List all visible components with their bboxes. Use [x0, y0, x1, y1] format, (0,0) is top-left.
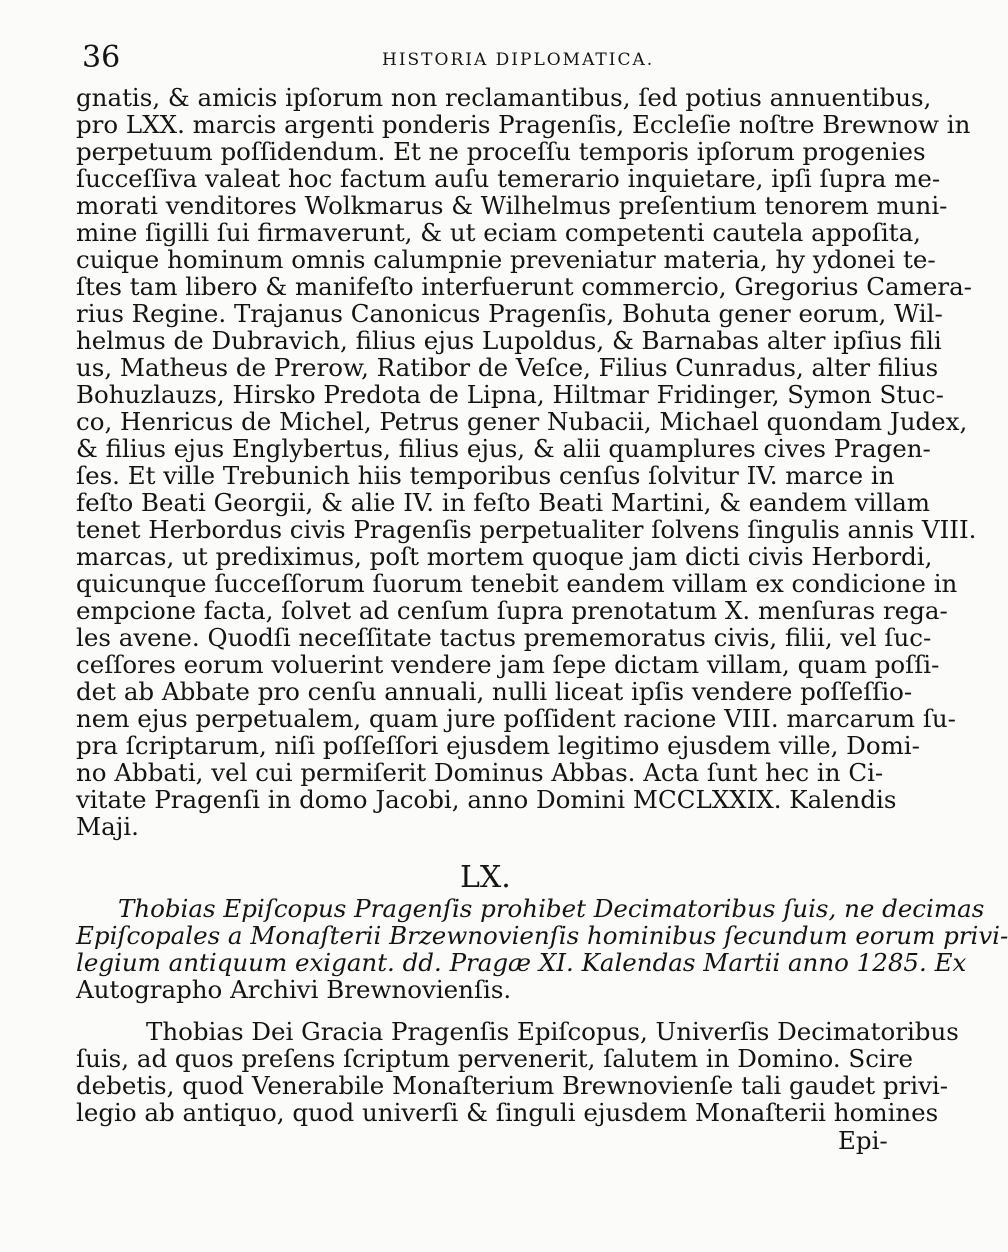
body-line: mine ſigilli ſui firmaverunt, & ut eciam competenti cautela appoſita, — [76, 218, 921, 247]
body-line: us, Matheus de Prerow, Ratibor de Veſce, Filius Cunradus, alter filius — [76, 353, 939, 382]
body-line: gnatis, & amicis ipſorum non reclamantibus, ſed potius annuentibus, — [76, 83, 932, 112]
body-line: det ab Abbate pro cenſu annuali, nulli liceat ipſis vendere poſſeſſio- — [76, 677, 913, 706]
catchword: Epi- — [838, 1126, 888, 1155]
body-line: perpetuum poſſidendum. Et ne proceſſu temporis ipſorum progenies — [76, 137, 926, 166]
body-line: ſucceſſiva valeat hoc factum auſu temerario inquietare, ipſi ſupra me- — [76, 164, 941, 193]
body-line: pra ſcriptarum, niſi poſſeſſori ejusdem legitimo ejusdem ville, Domi- — [76, 731, 920, 760]
body-line: tenet Herbordus civis Pragenſis perpetualiter ſolvens ſingulis annis VIII. — [76, 515, 977, 544]
charter-line: ſuis, ad quos preſens ſcriptum pervenerit, ſalutem in Domino. Scire — [76, 1044, 913, 1073]
body-line: marcas, ut prediximus, poſt mortem quoque jam dicti civis Herbordi, — [76, 542, 933, 571]
section-number: LX. — [460, 860, 511, 895]
body-line: les avene. Quodſi neceſſitate tactus prememoratus civis, filii, vel ſuc- — [76, 623, 932, 652]
charter-line: Thobias Dei Gracia Pragenſis Epiſcopus, Univerſis Decimatoribus — [146, 1017, 959, 1046]
body-line: Maji. — [76, 812, 139, 841]
body-line: co, Henricus de Michel, Petrus gener Nubacii, Michael quondam Judex, — [76, 407, 968, 436]
summary-line: legium antiquum exigant. dd. Pragæ XI. Kalendas Martii anno 1285. Ex — [76, 948, 967, 977]
summary-line: Epiſcopales a Monaſterii Brzewnovienſis hominibus ſecundum eorum privi- — [76, 921, 1008, 950]
body-line: ſtes tam libero & manifeſto interfuerunt commercio, Gregorius Camera- — [76, 272, 972, 301]
summary-line: Autographo Archivi Brewnovienſis. — [76, 975, 512, 1004]
body-line: Bohuzlauzs, Hirsko Predota de Lipna, Hiltmar Fridinger, Symon Stuc- — [76, 380, 944, 409]
body-line: morati venditores Wolkmarus & Wilhelmus preſentium tenorem muni- — [76, 191, 948, 220]
body-line: feſto Beati Georgii, & alie IV. in feſto Beati Martini, & eandem villam — [76, 488, 931, 517]
body-line: rius Regine. Trajanus Canonicus Pragenſis, Bohuta gener eorum, Wil- — [76, 299, 943, 328]
body-line: ceſſores eorum voluerint vendere jam ſepe dictam villam, quam poſſi- — [76, 650, 940, 679]
body-line: quicunque ſucceſſorum ſuorum tenebit eandem villam ex condicione in — [76, 569, 958, 598]
charter-line: debetis, quod Venerabile Monaſterium Brewnovienſe tali gaudet privi- — [76, 1071, 949, 1100]
charter-line: legio ab antiquo, quod univerſi & ſinguli ejusdem Monaſterii homines — [76, 1098, 939, 1127]
body-line: empcione facta, ſolvet ad cenſum ſupra prenotatum X. menſuras rega- — [76, 596, 948, 625]
body-line: pro LXX. marcis argenti ponderis Pragenſis, Eccleſie noſtre Brewnow in — [76, 110, 971, 139]
body-line: vitate Pragenſi in domo Jacobi, anno Domini MCCLXXIX. Kalendis — [76, 785, 897, 814]
page-number: 36 — [82, 40, 121, 75]
page-header — [82, 40, 902, 80]
body-line: helmus de Dubravich, filius ejus Lupoldus, & Barnabas alter ipſius fili — [76, 326, 942, 355]
running-head: HISTORIA DIPLOMATICA. — [382, 50, 655, 70]
body-line: cuique hominum omnis calumpnie preveniatur materia, hy ydonei te- — [76, 245, 936, 274]
body-line: & filius ejus Englybertus, filius ejus, & alii quamplures cives Pragen- — [76, 434, 931, 463]
summary-line: Thobias Epiſcopus Pragenſis prohibet Decimatoribus ſuis, ne decimas — [118, 894, 985, 923]
body-line: no Abbati, vel cui permiſerit Dominus Abbas. Acta ſunt hec in Ci- — [76, 758, 884, 787]
body-line: nem ejus perpetualem, quam jure poſſident racione VIII. marcarum ſu- — [76, 704, 956, 733]
body-line: ſes. Et ville Trebunich hiis temporibus cenſus ſolvitur IV. marce in — [76, 461, 895, 490]
